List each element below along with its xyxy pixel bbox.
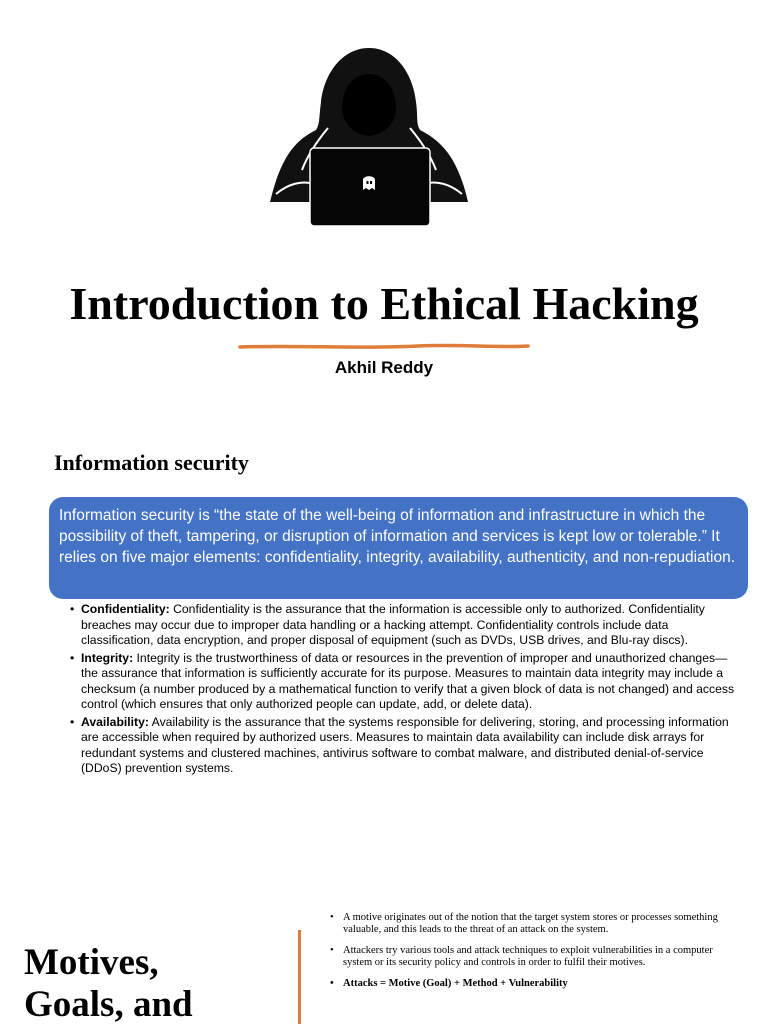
term-description: Availability is the assurance that the systems responsible for delivering, storing, and processing information are accessible when required by authorized users. Measures to maintain data availability can include disk arrays for redundant systems and clustered machines, antivirus software to combat malware, and distributed denial-of-service (DDoS) prevention systems. [81,714,729,775]
face-shadow [342,74,396,136]
term-label: Availability: [81,714,149,729]
list-item [70,602,738,649]
term-description: Integrity is the trustworthiness of data or resources in the prevention of improper and unauthorized changes—the assurance that information is sufficiently accurate for its purpose. Measures to maintain data integrity may include a checksum (a number produced by a mathematical function to verify that a given block of data is not changed) and access control (which ensures that only authorized people can update, add, or delete data). [81,650,735,711]
motives-list [330,912,730,999]
security-elements-list [70,602,738,779]
title-line: Motives, [24,942,159,983]
slide-title: Information security [54,450,249,475]
title-line: Goals, and [24,984,193,1024]
laptop-logo-icon [363,176,375,190]
list-item: • Attackers try various tools and attack techniques to exploit vulnerabilities in a computer system or its security policy and controls in order to fulfil their motives. [330,945,730,969]
list-item: • A motive originates out of the notion that the target system stores or processes something valuable, and this leads to the threat of an attack on the system. [330,912,730,936]
term-description: Confidentiality is the assurance that the information is accessible only to authorized. Confidentiality breaches may occur due to improper data handling or a hacking attempt. Confidentiality controls include data classification, data encryption, and proper disposal of equipment (such as DVDs, USB drives, and Blu-ray discs). [81,602,705,647]
motives-goals-slide [0,900,768,1024]
hooded-hacker-illustration [268,44,470,228]
term-label: Confidentiality: [81,602,170,616]
definition-box: Information security is “the state of the well-being of information and infrastructure in which the possibility of theft, tampering, or disruption of information and services is kept low or tolerable.” It relies on five major elements: confidentiality, integrity, availability, authenticity, and non-repudiation. [49,497,748,599]
title-slide [0,0,768,420]
information-security-slide [0,430,768,860]
title-underline [238,342,530,352]
list-item: • Attacks = Motive (Goal) + Method + Vulnerability [330,978,730,990]
list-item [70,651,738,713]
list-item [70,715,738,777]
term-label: Integrity: [81,650,134,665]
slide-title [24,942,193,1024]
divider-line [298,930,301,1024]
author-name: Akhil Reddy [334,358,434,377]
presentation-title: Introduction to Ethical Hacking [69,278,699,329]
